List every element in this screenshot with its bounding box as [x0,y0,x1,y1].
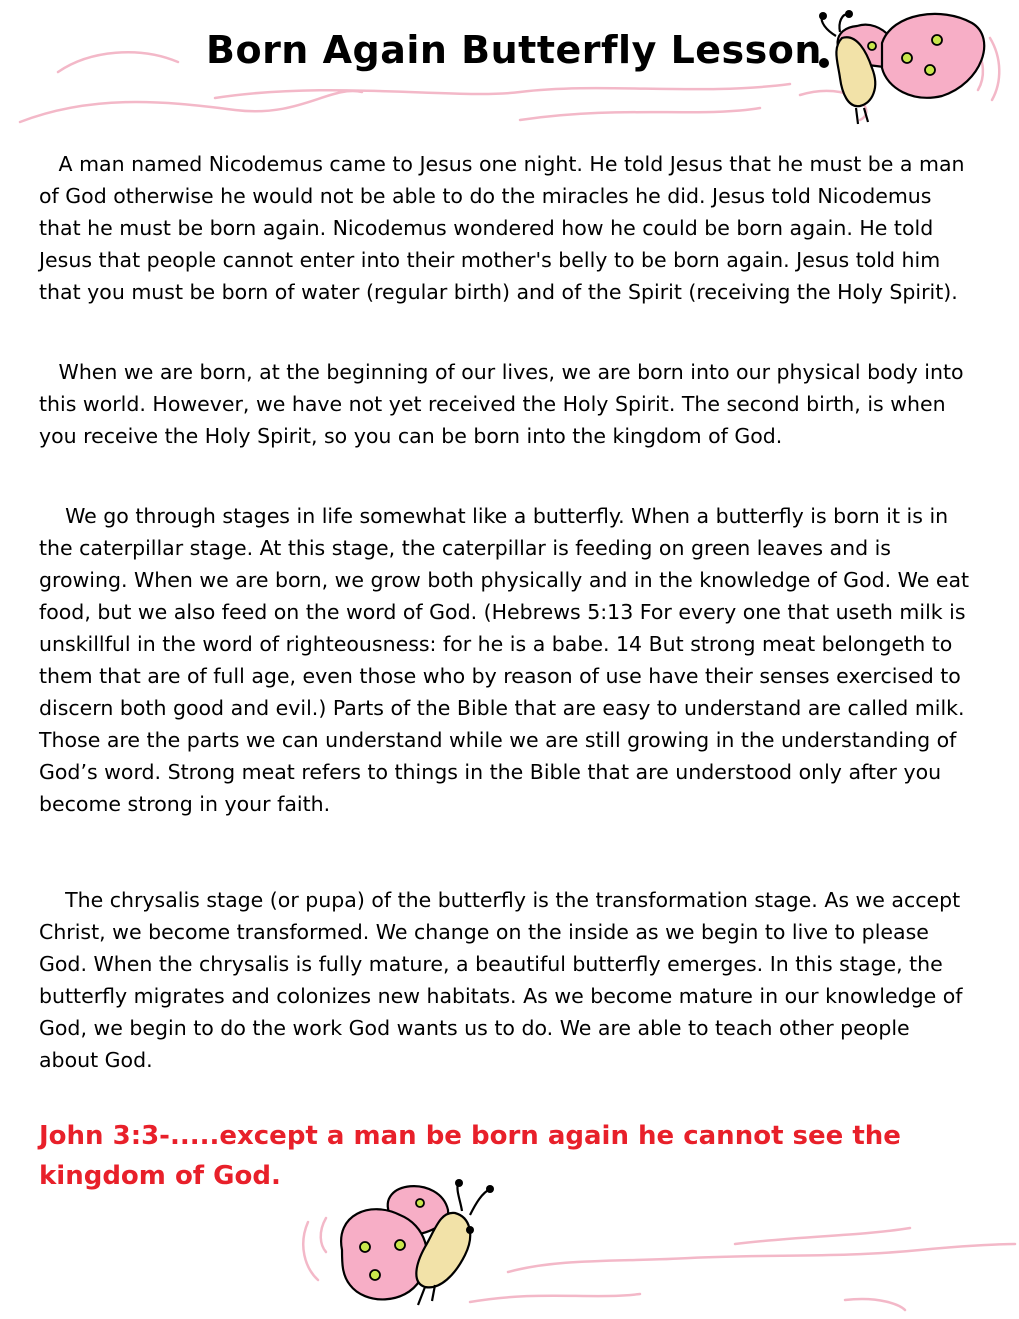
paragraph-physical-birth: When we are born, at the beginning of our lives, we are born into our physical body into this world. However, we have not yet received the Holy Spirit. The second birth, is when you receive the Holy Spirit, so you can be born into the kingdom of God. [39,360,964,448]
scripture-verse: John 3:3-.....except a man be born again he cannot see the kingdom of God. [39,1121,901,1191]
page-title: Born Again Butterfly Lesson [206,28,822,72]
butterfly-icon [812,8,992,128]
paragraph-caterpillar-stage: We go through stages in life somewhat like a butterfly. When a butterfly is born it is in the caterpillar stage. At this stage, the caterpillar is feeding on green leaves and is growing. When we are born, we grow both physically and in the knowledge of God. We eat food, but we also feed on the word of God. (Hebrews 5:13 For every one that useth milk is unskillful in the word of righteousness: for he is a babe. 14 But strong meat belongeth to them that are of full age, even those who by reason of use have their senses exercised to discern both good and evil.) Parts of the Bible that are easy to understand are called milk. Those are the parts we can understand while we are still growing in the understanding of God’s word. Strong meat refers to things in the Bible that are understood only after you become strong in your faith. [39,504,970,816]
paragraph-chrysalis-stage: The chrysalis stage (or pupa) of the butterfly is the transformation stage. As we accept Christ, we become transformed. We change on the inside as we begin to live to please God. When the chrysalis is fully mature, a beautiful butterfly emerges. In this stage, the butterfly migrates and colonizes new habitats. As we become mature in our knowledge of God, we begin to do the work God wants us to do. We are able to teach other people about God. [39,888,963,1072]
paragraph-nicodemus: A man named Nicodemus came to Jesus one night. He told Jesus that he must be a man of God otherwise he would not be able to do the miracles he did. Jesus told Nicodemus that he must be born again. Nicodemus wondered how he could be born again. He told Jesus that people cannot enter into their mother's belly to be born again. Jesus told him that you must be born of water (regular birth) and of the Spirit (receiving the Holy Spirit). [39,152,965,304]
butterfly-icon [330,1175,505,1315]
